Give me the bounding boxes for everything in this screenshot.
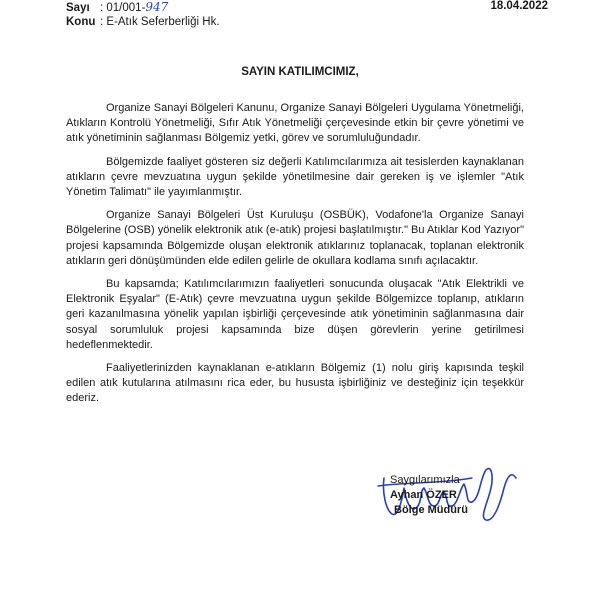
letter-body [66,101,524,415]
closing-text: Saygılarımızla [390,474,460,486]
paragraph-2: Bölgemizde faaliyet gösteren siz değerli Katılımcılarımıza ait tesislerden kaynaklanan atıkların çevre mevzuatına uygun şekilde yönetilmesine dair gereken iş ve işlemler "Atık Yönetim Talimatı" ile yayımlanmıştır. [66,155,524,199]
reference-handwritten-number: 947 [145,0,169,14]
letter-date: 18.04.2022 [490,0,548,12]
reference-number-line [66,0,168,14]
subject-label: Konu [66,16,96,28]
paragraph-3: Organize Sanayi Bölgeleri Üst Kuruluşu (OSBÜK), Vodafone'la Organize Sanayi Bölgelerine (OSB) yönelik elektronik atık (e-atık) projesi başlatılmıştır." Bu Atıklar Kod Yazıyor" projesi kapsamında Bölgemizde oluşan elektronik atıklarınız toplanacak, toplanan elektronik atıkların geri dönüşümünden elde edilen gelirle de okullara kodlama sınıfı açılacaktır. [66,209,524,267]
reference-value: : 01/001- [100,2,146,14]
signatory-name: Ayhan ÖZER [390,489,457,502]
paragraph-1: Organize Sanayi Bölgeleri Kanunu, Organize Sanayi Bölgeleri Uygulama Yönetmeliği, Atıkların Kontrolü Yönetmeliği, Sıfır Atık Yönetmeliği çerçevesinde etkin bir çevre yönetimi ve atık yönetiminin sağlanması Bölgemiz yetki, görev ve sorumluluğundadır. [66,102,524,145]
signatory-title: Bölge Müdürü [394,504,468,517]
subject-line [66,16,220,28]
reference-label: Sayı [66,2,90,14]
salutation: SAYIN KATILIMCIMIZ, [241,66,359,78]
paragraph-4: Bu kapsamda; Katılımcılarımızın faaliyetleri sonucunda oluşacak "Atık Elektrikli ve Elektronik Eşyalar" (E-Atık) çevre mevzuatına uygun şekilde Bölgemizce toplanıp, atıkların geri kazanılmasına yönelik yapılan işbirliği çerçevesinde atık yönetiminin sağlanmasına dair sosyal sorumluluk projesi kapsamında bize düşen görevlerin yerine getirilmesi hedeflenmektedir. [66,278,524,351]
subject-value: : E-Atık Seferberliği Hk. [100,16,220,28]
signature-block [390,473,468,519]
paragraph-5: Faaliyetlerinizden kaynaklanan e-atıkların Bölgemiz (1) nolu giriş kapısında teşkil edilen atık kutularına atılmasını rica eder, bu hususta işbirliğiniz ve desteğiniz için teşekkür ederiz. [66,362,524,405]
